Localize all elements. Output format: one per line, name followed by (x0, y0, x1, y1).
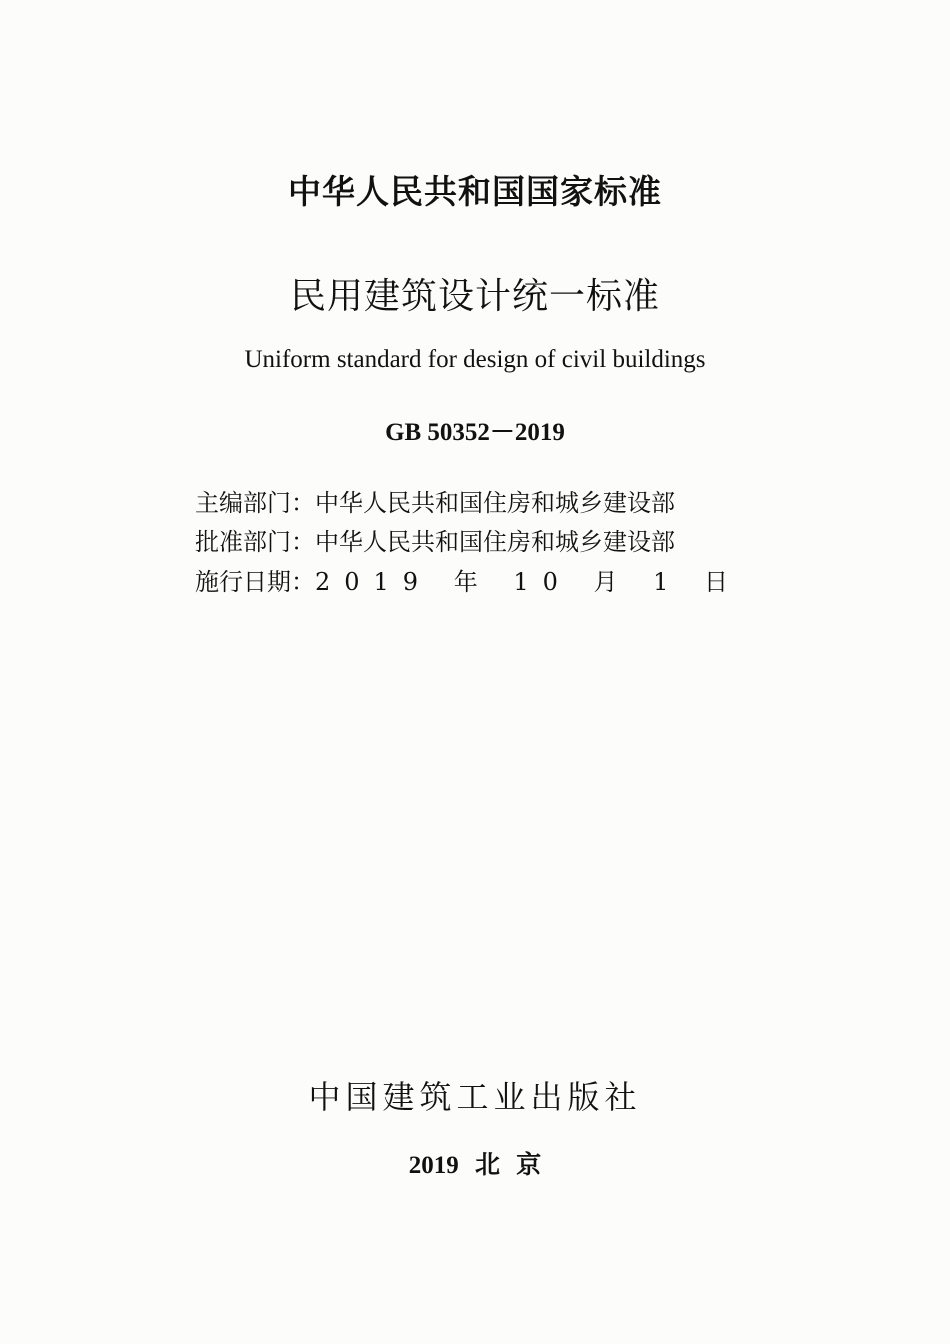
standard-code: GB 50352－2019 (385, 419, 565, 446)
editor-value: 中华人民共和国住房和城乡建设部 (315, 489, 675, 517)
title-english: Uniform standard for design of civil buildings (244, 346, 706, 373)
approver-row (195, 522, 755, 557)
editor-label: 主编部门： (195, 489, 315, 517)
publication-year-place: 2019 北 京 (408, 1152, 542, 1179)
editor-row (195, 483, 755, 518)
effective-date-row (195, 562, 755, 597)
effective-date-value: 2019 年 10 月 1 日 (315, 568, 743, 596)
approver-label: 批准部门： (195, 528, 315, 556)
approver-value: 中华人民共和国住房和城乡建设部 (315, 528, 675, 556)
national-standard-heading: 中华人民共和国国家标准 (288, 172, 662, 211)
title-chinese: 民用建筑设计统一标准 (289, 276, 660, 317)
effective-date-label: 施行日期： (195, 568, 315, 596)
publisher-name: 中国建筑工业出版社 (308, 1078, 642, 1116)
